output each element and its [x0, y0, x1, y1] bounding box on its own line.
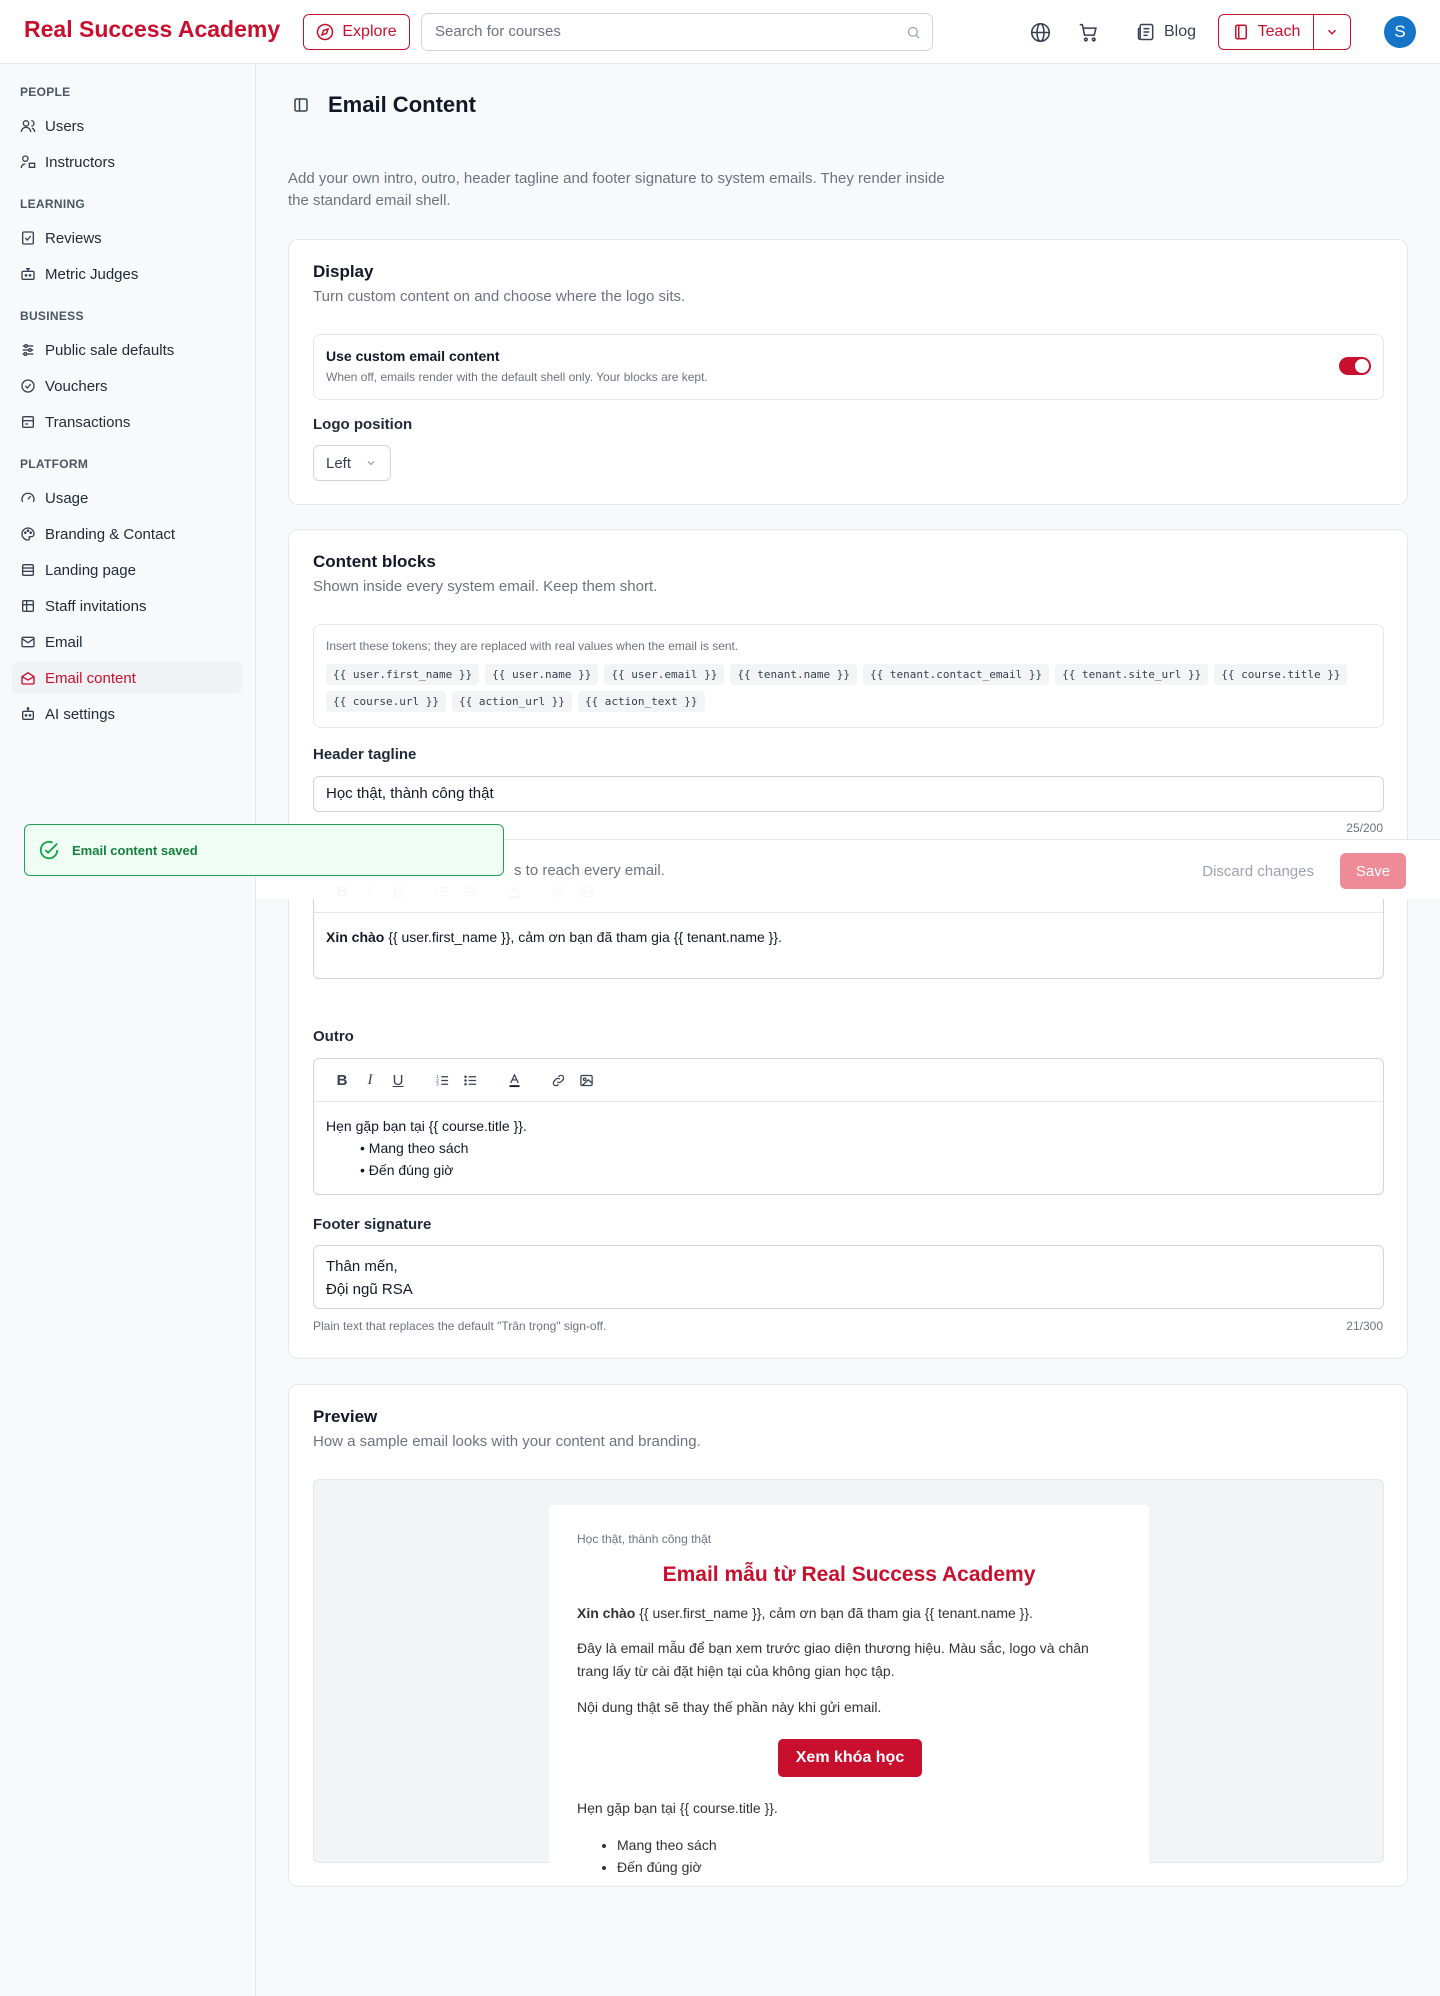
custom-content-switch[interactable]: [1339, 357, 1371, 375]
token-chip[interactable]: {{ tenant.contact_email }}: [863, 664, 1049, 685]
display-card-subtitle: Turn custom content on and choose where the logo sits.: [313, 288, 686, 305]
link-icon[interactable]: [544, 1066, 572, 1094]
email-preview: [549, 1505, 1149, 1885]
sidebar-item-label: Vouchers: [45, 377, 108, 395]
sidebar-section-people: PEOPLE: [20, 85, 71, 99]
page-title: Email Content: [328, 92, 476, 117]
outro-editor[interactable]: [313, 1058, 1384, 1195]
sidebar-item-label: Transactions: [45, 413, 131, 431]
sidebar-item-email[interactable]: [12, 626, 242, 658]
outro-line: Hẹn gặp bạn tại {{ course.title }}.: [326, 1118, 527, 1134]
blog-link[interactable]: [1136, 18, 1196, 46]
instructor-icon: [20, 154, 36, 170]
display-card-title: Display: [313, 262, 374, 281]
toggle-title: Use custom email content: [326, 348, 500, 364]
sidebar-item-metric-judges[interactable]: [12, 258, 242, 290]
newspaper-icon: [1136, 22, 1156, 42]
list-item: • Đến đúng giờ: [617, 1856, 717, 1878]
explore-label: Explore: [342, 23, 397, 40]
sidebar-item-label: Branding & Contact: [45, 525, 176, 543]
content-blocks-card: [288, 529, 1408, 1359]
token-chip[interactable]: {{ course.url }}: [326, 691, 446, 712]
sidebar-item-branding-contact[interactable]: [12, 518, 242, 550]
cart-icon: [1078, 22, 1099, 43]
token-list: [326, 664, 1366, 712]
list-item: • Mang theo sách: [360, 1137, 1371, 1159]
outro-toolbar: [314, 1059, 1383, 1102]
email-outro-list: [617, 1834, 717, 1878]
chevron-down-icon: [365, 457, 377, 469]
chevron-down-icon: [1325, 25, 1339, 39]
image-icon[interactable]: [572, 1066, 600, 1094]
outro-list: [326, 1137, 1371, 1181]
svg-text:1: 1: [435, 1073, 439, 1079]
email-outro-line: Hẹn gặp bạn tại {{ course.title }}.: [577, 1800, 778, 1816]
preview-card: [288, 1384, 1408, 1887]
compass-icon: [316, 23, 334, 41]
content-card-title: Content blocks: [313, 552, 436, 571]
header-tagline-input[interactable]: [326, 785, 1366, 802]
header-tagline-field[interactable]: [313, 776, 1384, 812]
sidebar-item-label: Email content: [45, 669, 136, 687]
explore-button[interactable]: [303, 14, 410, 50]
header-tagline-label: Header tagline: [313, 746, 417, 763]
teach-button[interactable]: [1219, 15, 1314, 49]
intro-text: {{ user.first_name }}, cảm ơn bạn đã tham gia {{ tenant.name }}.: [384, 929, 782, 945]
email-body-1: Đây là email mẫu để bạn xem trước giao diện thương hiệu. Màu sắc, logo và chân trang lấy từ cài đặt hiện tại của không gian học tập.: [577, 1640, 1089, 1679]
switch-knob: [1355, 359, 1369, 373]
footer-signature-help: Plain text that replaces the default "Trân trọng" sign-off.: [313, 1319, 607, 1333]
review-icon: [20, 230, 36, 246]
sidebar-item-transactions[interactable]: [12, 406, 242, 438]
sidebar-item-label: Reviews: [45, 229, 102, 247]
page-header: [292, 88, 476, 122]
token-chip[interactable]: {{ course.title }}: [1214, 664, 1347, 685]
sidebar-item-label: Metric Judges: [45, 265, 139, 283]
sidebar-section-business: BUSINESS: [20, 309, 84, 323]
receipt-icon: [20, 414, 36, 430]
sidebar-item-usage[interactable]: [12, 482, 242, 514]
mail-icon: [20, 634, 36, 650]
token-chip[interactable]: {{ user.first_name }}: [326, 664, 479, 685]
token-chip[interactable]: {{ action_text }}: [578, 691, 705, 712]
top-bar: [0, 0, 1440, 64]
bold-icon[interactable]: B: [336, 1071, 348, 1089]
email-tagline: Học thật, thành công thật: [577, 1532, 712, 1546]
header-tagline-counter: 25/200: [1346, 821, 1383, 835]
email-greeting: [577, 1602, 1117, 1625]
token-chip[interactable]: {{ user.name }}: [485, 664, 598, 685]
teach-label: Teach: [1257, 23, 1301, 40]
content-card-subtitle: Shown inside every system email. Keep them short.: [313, 578, 658, 595]
logo-position-select[interactable]: [313, 445, 391, 481]
voucher-icon: [20, 378, 36, 394]
sidebar-item-label: Instructors: [45, 153, 116, 171]
book-icon: [1232, 23, 1250, 41]
sidebar-item-ai-settings[interactable]: [12, 698, 242, 730]
sidebar-item-vouchers[interactable]: [12, 370, 242, 402]
success-toast: [24, 824, 504, 876]
sidebar-item-label: Landing page: [45, 561, 136, 579]
sidebar-item-landing-page[interactable]: [12, 554, 242, 586]
text-color-icon[interactable]: [500, 1066, 528, 1094]
judge-icon: [20, 266, 36, 282]
sidebar-section-learning: LEARNING: [20, 197, 86, 211]
sidebar-item-label: Users: [45, 117, 85, 135]
sidebar-item-reviews[interactable]: [12, 222, 242, 254]
save-button[interactable]: Save: [1340, 853, 1406, 889]
outro-editor-content[interactable]: [326, 1115, 1371, 1181]
outro-label: Outro: [313, 1028, 354, 1045]
email-body-2: Nội dung thật sẽ thay thế phần này khi gửi email.: [577, 1699, 882, 1715]
sidebar-item-label: Staff invitations: [45, 597, 147, 615]
intro-bold-text: Xin chào: [326, 929, 385, 945]
svg-text:2: 2: [435, 1077, 439, 1083]
custom-content-toggle-row: [313, 334, 1384, 400]
search-icon[interactable]: [906, 25, 921, 40]
ordered-list-icon[interactable]: [428, 1066, 456, 1094]
sidebar-item-label: Public sale defaults: [45, 341, 175, 359]
globe-icon: [1030, 22, 1051, 43]
sidebar-section-platform: PLATFORM: [20, 457, 89, 471]
sidebar: [0, 64, 256, 1996]
gauge-icon: [20, 490, 36, 506]
bullet-list-icon[interactable]: [456, 1066, 484, 1094]
list-item: • Mang theo sách: [617, 1834, 717, 1856]
layout-icon: [20, 562, 36, 578]
email-cta-button[interactable]: Xem khóa học: [778, 1739, 922, 1777]
language-button[interactable]: [1028, 20, 1052, 44]
sidebar-item-public-sale-defaults[interactable]: [12, 334, 242, 366]
token-chip[interactable]: {{ action_url }}: [452, 691, 572, 712]
email-greeting-bold: Xin chào: [577, 1605, 636, 1621]
sliders-icon: [20, 342, 36, 358]
display-card: [288, 239, 1408, 505]
bot-icon: [20, 706, 36, 722]
check-circle-icon: [38, 839, 60, 861]
sidebar-item-label: Email: [45, 633, 83, 651]
teach-dropdown-button[interactable]: [1314, 15, 1350, 49]
footer-signature-label: Footer signature: [313, 1216, 432, 1233]
users-icon: [20, 118, 36, 134]
email-preview-frame[interactable]: [313, 1479, 1384, 1875]
brand-logo[interactable]: Real Success Academy: [24, 16, 281, 42]
underline-icon[interactable]: U: [392, 1071, 404, 1089]
action-bar-hint: s to reach every email.: [514, 862, 665, 879]
italic-icon[interactable]: I: [367, 1071, 373, 1088]
palette-icon: [20, 526, 36, 542]
sidebar-item-label: AI settings: [45, 705, 116, 723]
preview-card-subtitle: How a sample email looks with your content and branding.: [313, 1433, 701, 1450]
footer-signature-textarea[interactable]: Thân mến, Đội ngũ RSA: [313, 1245, 1384, 1309]
list-item: • Đến đúng giờ: [360, 1159, 1371, 1181]
sidebar-item-email-content[interactable]: [12, 662, 242, 694]
search-box[interactable]: [421, 13, 933, 51]
preview-card-title: Preview: [313, 1407, 378, 1426]
token-hint: Insert these tokens; they are replaced with real values when the email is sent.: [326, 639, 739, 653]
avatar[interactable]: S: [1384, 16, 1416, 48]
token-chip[interactable]: {{ tenant.site_url }}: [1055, 664, 1208, 685]
sidebar-item-staff-invitations[interactable]: [12, 590, 242, 622]
mail-open-icon: [20, 670, 36, 686]
sidebar-item-users[interactable]: [12, 110, 242, 142]
token-help-box: [313, 624, 1384, 728]
sidebar-item-label: Usage: [45, 489, 89, 507]
blog-label: Blog: [1164, 23, 1197, 40]
toggle-help: When off, emails render with the default shell only. Your blocks are kept.: [326, 370, 708, 384]
page-intro: Add your own intro, outro, header tagline and footer signature to system emails. They render inside the standard email shell.: [288, 170, 945, 209]
discard-changes-button[interactable]: Discard changes: [1202, 862, 1314, 880]
teach-button-group: [1218, 14, 1351, 50]
invite-icon: [20, 598, 36, 614]
token-chip[interactable]: {{ tenant.name }}: [730, 664, 857, 685]
sidebar-toggle-icon[interactable]: [292, 96, 310, 114]
footer-signature-counter: 21/300: [1346, 1319, 1383, 1333]
cart-button[interactable]: [1076, 20, 1100, 44]
email-heading: Email mẫu từ Real Success Academy: [662, 1563, 1036, 1586]
sidebar-item-instructors[interactable]: [12, 146, 242, 178]
logo-position-label: Logo position: [313, 416, 413, 433]
email-greeting-text: {{ user.first_name }}, cảm ơn bạn đã tham gia {{ tenant.name }}.: [635, 1605, 1033, 1621]
toast-message: Email content saved: [72, 842, 198, 858]
logo-position-value: Left: [326, 454, 352, 472]
token-chip[interactable]: {{ user.email }}: [604, 664, 724, 685]
search-input[interactable]: [435, 23, 875, 40]
intro-editor-content[interactable]: [326, 926, 1371, 948]
svg-text:3: 3: [435, 1081, 439, 1086]
